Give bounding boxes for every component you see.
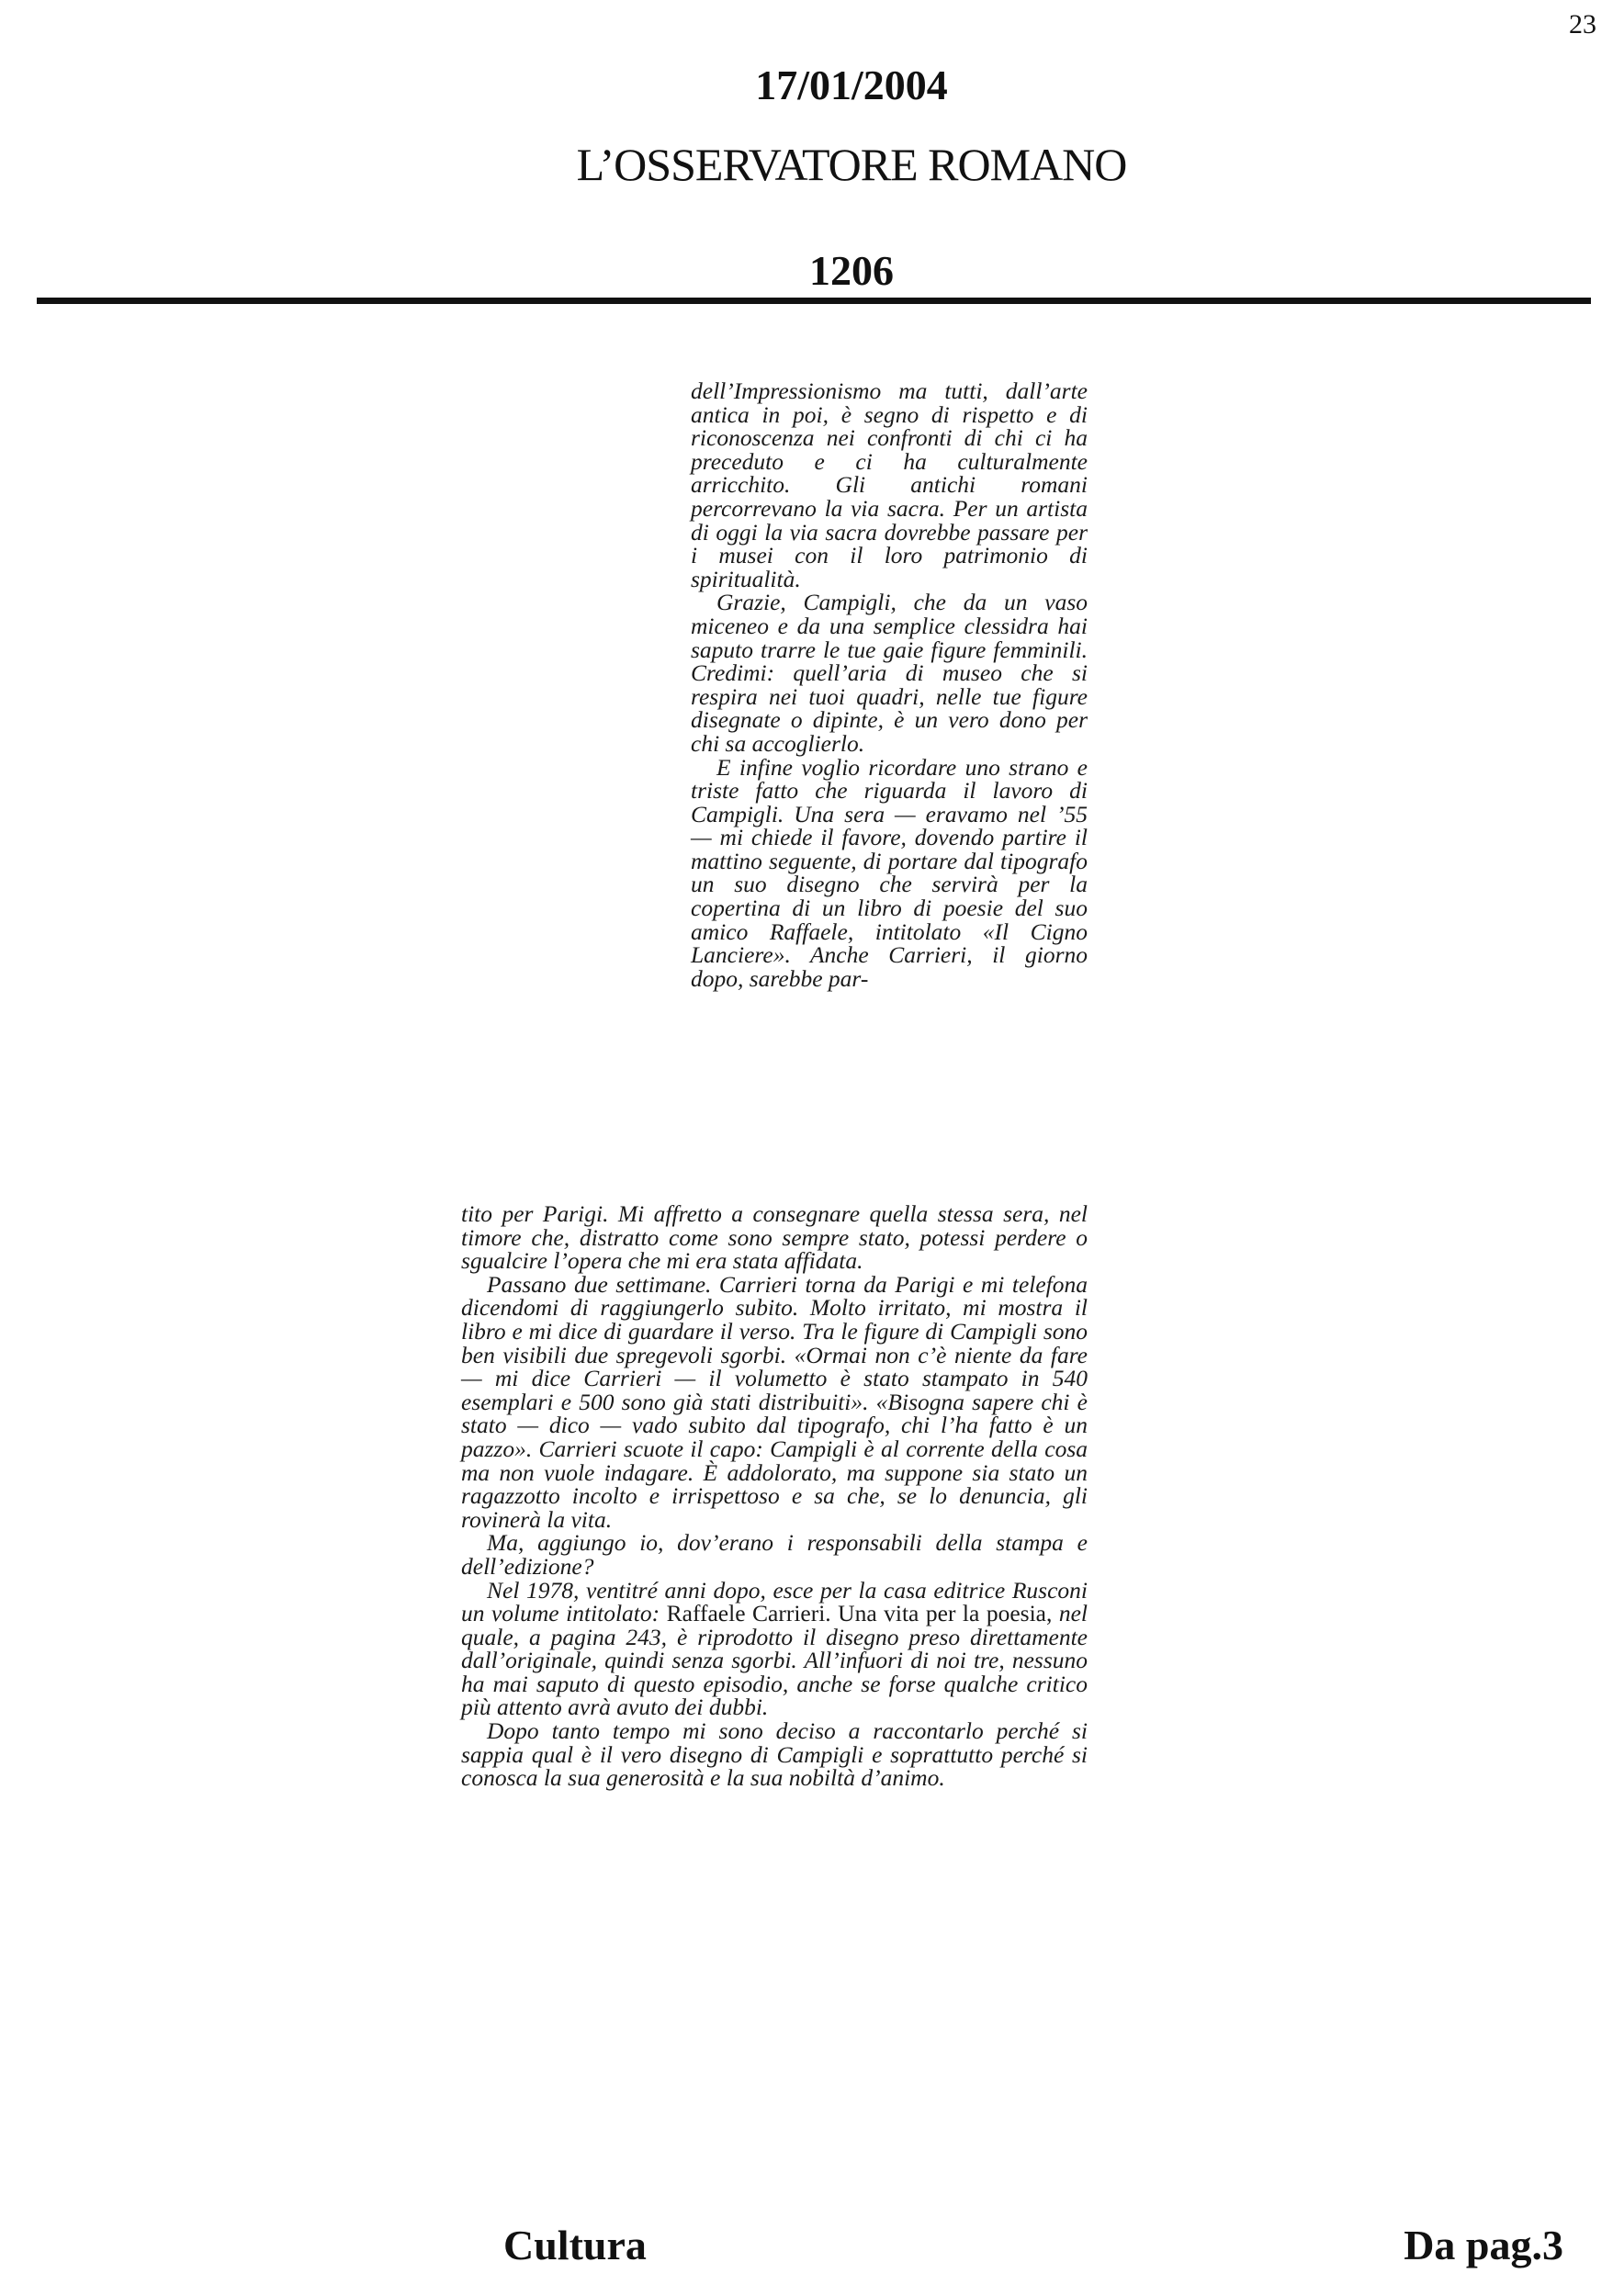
article-paragraph: Ma, aggiungo io, dov’erano i responsabili della stampa e dell’edizione? xyxy=(461,1529,1088,1580)
article-paragraph: Dopo tanto tempo mi sono deciso a raccontarlo perché si sappia qual è il vero disegno di Campigli e soprattutto perché si conosca la sua generosità e la sua nobiltà d’animo. xyxy=(461,1717,1088,1792)
footer-page-ref: Da pag.3 xyxy=(1404,2222,1563,2268)
text-fragment: nel quale, a pagina 243, è riprodotto il disegno preso direttamente dall’originale, quindi senza sgorbi. All’infuori di noi tre, nessuno ha mai saputo di questo episodio, anche se forse qualche critico più attento avrà avuto dei dubbi. xyxy=(461,1600,1088,1721)
header-date: 17/01/2004 xyxy=(755,62,948,108)
header-rule xyxy=(37,298,1591,304)
newspaper-title: L’OSSERVATORE ROMANO xyxy=(576,139,1127,190)
footer-section: Cultura xyxy=(503,2222,647,2268)
article-wide-column xyxy=(461,1202,1088,1790)
page-number: 23 xyxy=(1569,9,1596,39)
article-paragraph: Grazie, Campigli, che da un vaso miceneo e da una semplice clessidra hai saputo trarre le tue gaie figure femminili. Credimi: quell’aria di museo che si respira nei tuoi quadri, nelle tue figure disegnate o dipinte, è un vero dono per chi sa accoglierlo. xyxy=(691,589,1088,757)
issue-number: 1206 xyxy=(809,247,894,294)
article-paragraph: Passano due settimane. Carrieri torna da Parigi e mi telefona dicendomi di raggiungerlo subito. Molto irritato, mi mostra il libro e mi dice di guardare il verso. Tra le figure di Campigli sono ben visibili due spregevoli sgorbi. «Ormai non c’è niente da fare — mi dice Carrieri — il volumetto è stato stampato in 540 esemplari e 500 sono già stati distribuiti». «Bisogna sapere chi è stato — dico — vado subito dal tipografo, chi l’ha fatto è un pazzo». Carrieri scuote il capo: Campigli è al corrente della cosa ma non vuole indagare. È addolorato, ma suppone sia stato un ragazzotto incolto e irrispettoso e sa che, se lo denuncia, gli rovinerà la vita. xyxy=(461,1270,1088,1533)
article-narrow-column xyxy=(691,379,1088,990)
article-paragraph xyxy=(461,1576,1088,1721)
text-fragment: Nel 1978, ventitré anni dopo, esce per la casa editrice Rusconi un volume intitolato: xyxy=(461,1576,1088,1627)
article-paragraph: E infine voglio ricordare uno strano e triste fatto che riguarda il lavoro di Campigli. Una sera — eravamo nel ’55 — mi chiede il favore, dovendo partire il mattino seguente, di portare dal tipografo un suo disegno che servirà per la copertina di un libro di poesie del suo amico Raffaele, intitolato «Il Cigno Lanciere». Anche Carrieri, il giorno dopo, sarebbe par- xyxy=(691,753,1088,992)
article-paragraph: dell’Impressionismo ma tutti, dall’arte antica in poi, è segno di rispetto e di riconoscenza nei confronti di chi ci ha preceduto e ci ha culturalmente arricchito. Gli antichi romani percorrevano la via sacra. Per un artista di oggi la via sacra dovrebbe passare per i musei con il loro patrimonio di spiritualità. xyxy=(691,377,1088,592)
article-paragraph: tito per Parigi. Mi affretto a consegnare quella stessa sera, nel timore che, distratto come sono sempre stato, potessi perdere o sgualcire l’opera che mi era stata affidata. xyxy=(461,1200,1088,1275)
book-title: Raffaele Carrieri. Una vita per la poesia, xyxy=(666,1600,1053,1627)
